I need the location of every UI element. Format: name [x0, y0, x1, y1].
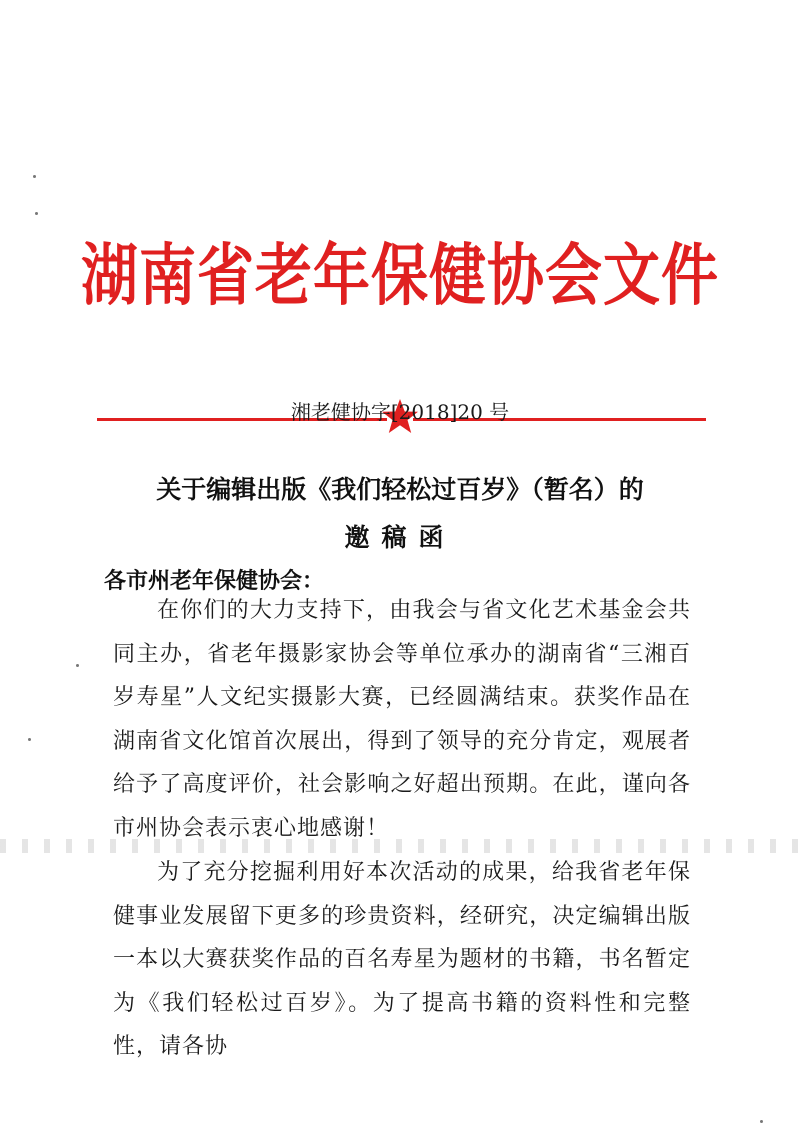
subject-title-line2: 邀稿函	[344, 523, 456, 552]
scan-speck	[76, 664, 79, 667]
scan-speck	[33, 175, 36, 178]
body-paragraph-1: 在你们的大力支持下，由我会与省文化艺术基金会共同主办，省老年摄影家协会等单位承办的湖南省“三湘百岁寿星”人文纪实摄影大赛，已经圆满结束。获奖作品在湖南省文化馆首次展出，得到了领导的充分肯定，观展者给予了高度评价，社会影响之好超出预期。在此，谨向各市州协会表示衷心地感谢！	[113, 598, 691, 841]
salutation: 各市州老年保健协会：	[104, 568, 325, 594]
scan-speck	[28, 738, 31, 741]
document-number: 湘老健协字[2018]20 号	[290, 400, 510, 424]
document-header-title: 湖南省老年保健协会文件	[81, 237, 719, 316]
body-paragraph-2: 为了充分挖掘利用好本次活动的成果，给我省老年保健事业发展留下更多的珍贵资料，经研究，决定编辑出版一本以大赛获奖作品的百名寿星为题材的书籍，书名暂定为《我们轻松过百岁》。为了提高书籍的资料性和完整性，请各协	[113, 860, 691, 1060]
scan-speck	[35, 212, 38, 215]
scan-speck	[760, 1120, 763, 1123]
subject-title-line1: 关于编辑出版《我们轻松过百岁》（暂名）的	[156, 475, 644, 504]
